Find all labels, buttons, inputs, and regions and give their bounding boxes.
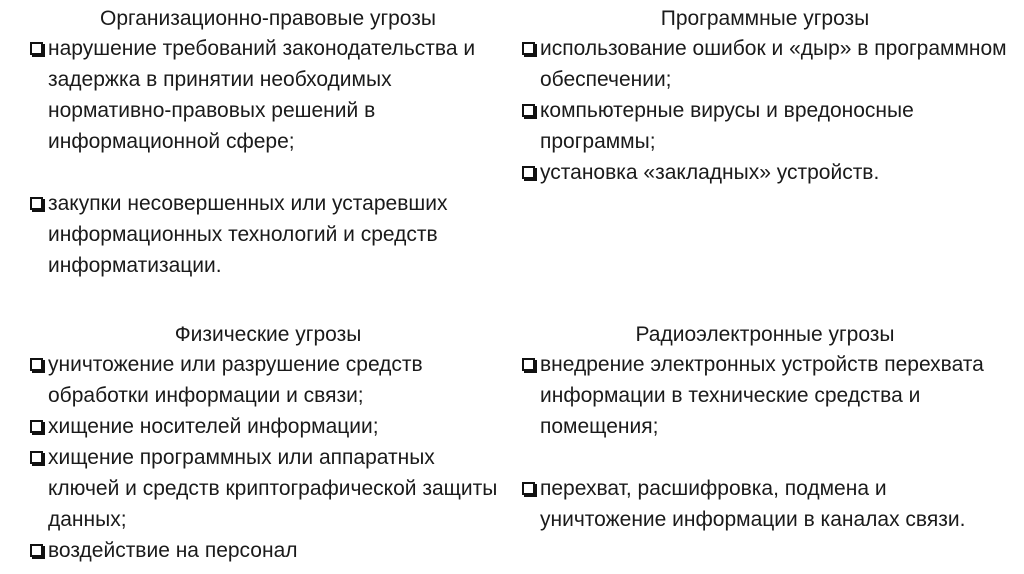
list-item-text: установка «закладных» устройств. <box>540 161 880 184</box>
list-item-text: внедрение электронных устройств перехвата информации в технические средства и помещения; <box>540 353 984 438</box>
software-threats-list <box>520 33 1010 188</box>
radio-electronic-threats-list <box>520 349 1010 535</box>
list-item-text: компьютерные вирусы и вредоносные программы; <box>540 99 914 153</box>
list-item-text: воздействие на персонал <box>48 539 298 562</box>
checkbox-square-icon <box>522 166 535 179</box>
radio-electronic-threats-section <box>520 320 1010 535</box>
org-legal-threats-title: Организационно-правовые угрозы <box>100 7 436 30</box>
list-item-text: нарушение требований законодательства и задержка в принятии необходимых нормативно-правовых решений в информационной сфере; <box>48 37 476 153</box>
org-legal-threats-section <box>28 4 508 281</box>
checkbox-square-icon <box>30 451 43 464</box>
checkbox-square-icon <box>522 42 535 55</box>
list-item-text: хищение носителей информации; <box>48 415 379 438</box>
list-item <box>28 188 508 281</box>
checkbox-square-icon <box>30 197 43 210</box>
list-item-text: использование ошибок и «дыр» в программном обеспечении; <box>540 37 1007 91</box>
list-item-text: перехват, расшифровка, подмена и уничтожение информации в каналах связи. <box>540 477 966 531</box>
list-item <box>28 442 508 535</box>
checkbox-square-icon <box>30 358 43 371</box>
list-item <box>520 157 1010 188</box>
software-threats-section <box>520 4 1010 188</box>
checkbox-square-icon <box>522 358 535 371</box>
list-item <box>520 33 1010 95</box>
list-item-text: уничтожение или разрушение средств обработки информации и связи; <box>48 353 423 407</box>
radio-electronic-threats-title: Радиоэлектронные угрозы <box>635 323 895 346</box>
list-item <box>520 349 1010 442</box>
list-item-text: хищение программных или аппаратных ключей и средств криптографической защиты данных; <box>48 446 498 531</box>
physical-threats-title: Физические угрозы <box>174 323 362 346</box>
checkbox-square-icon <box>30 544 43 557</box>
checkbox-square-icon <box>30 420 43 433</box>
org-legal-threats-list <box>28 33 508 281</box>
checkbox-square-icon <box>30 42 43 55</box>
list-item <box>28 349 508 411</box>
list-item <box>28 33 508 157</box>
physical-threats-section <box>28 320 508 566</box>
checkbox-square-icon <box>522 482 535 495</box>
list-item <box>520 95 1010 157</box>
checkbox-square-icon <box>522 104 535 117</box>
list-item <box>520 473 1010 535</box>
software-threats-title: Программные угрозы <box>660 7 870 30</box>
list-item <box>28 535 508 566</box>
list-item <box>28 411 508 442</box>
list-item-text: закупки несовершенных или устаревших информационных технологий и средств информатизации. <box>48 192 448 277</box>
physical-threats-list <box>28 349 508 566</box>
